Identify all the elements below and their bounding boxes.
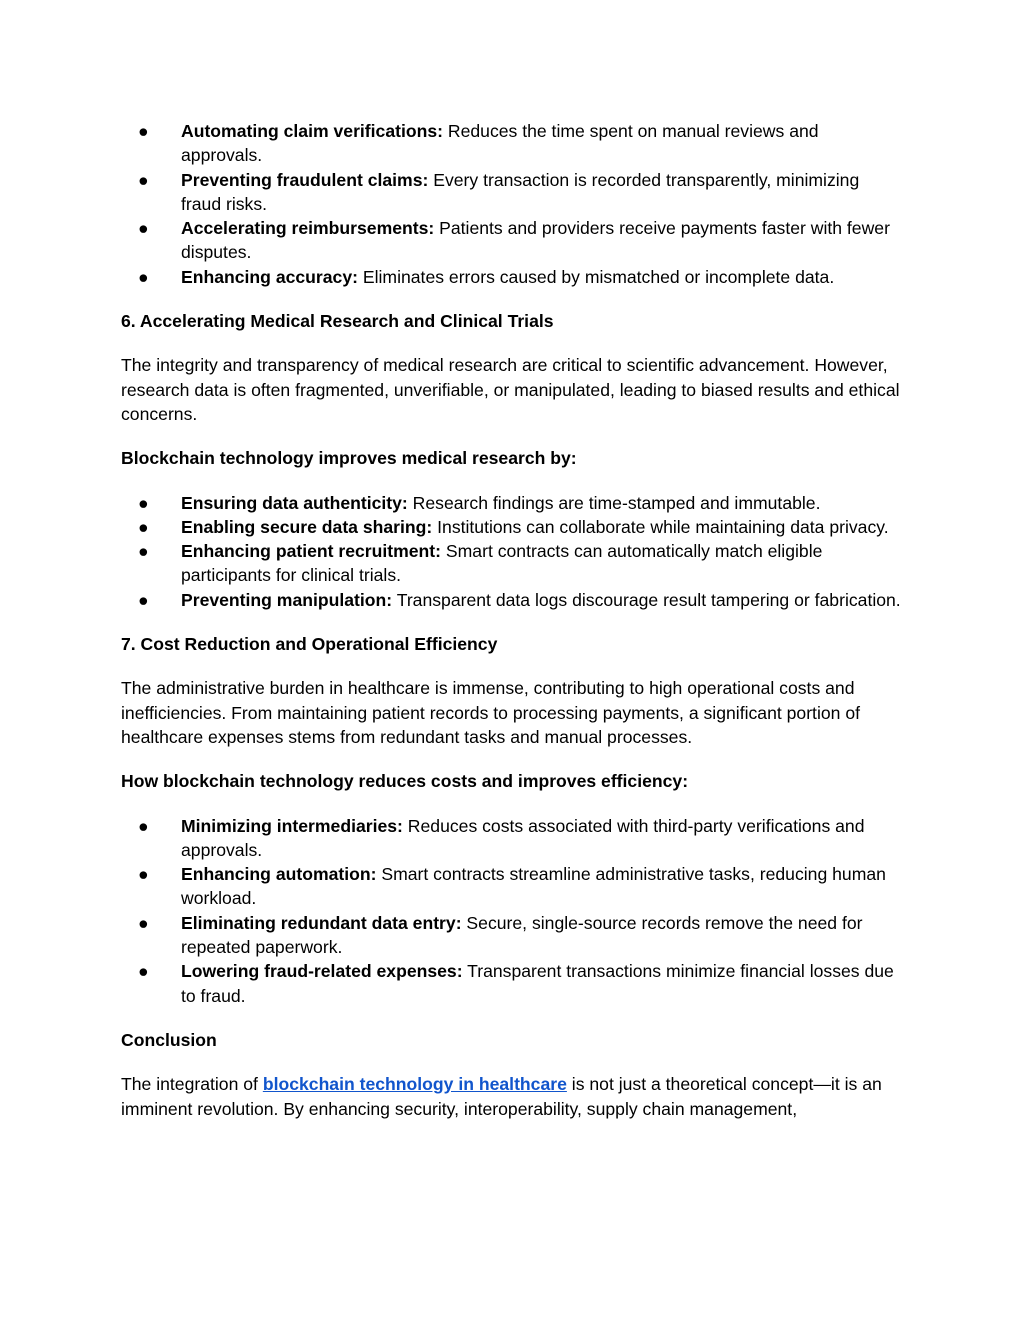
item-term: Automating claim verifications:: [181, 121, 443, 141]
bullet-icon: ●: [138, 516, 149, 537]
bullet-icon: ●: [138, 864, 149, 885]
list-item: [121, 814, 901, 863]
conclusion-text-after: is not just a theoretical concept—it is an imminent revolution. By enhancing security, interoperability, supply chain management,: [121, 1074, 882, 1119]
bullet-icon: ●: [138, 121, 149, 141]
conclusion-heading: Conclusion: [121, 1029, 217, 1050]
list-item: [121, 911, 901, 960]
item-text: Smart contracts can automatically match eligible participants for clinical trials.: [181, 541, 823, 586]
item-term: Accelerating reimbursements:: [181, 218, 435, 239]
list-item: [121, 959, 901, 1008]
list-item: [121, 588, 901, 612]
item-term: Enabling secure data sharing:: [181, 516, 433, 537]
item-text: Reduces costs associated with third-party verifications and approvals.: [181, 815, 865, 860]
conclusion-text-before: The integration of: [121, 1074, 263, 1095]
item-term: Enhancing patient recruitment:: [181, 541, 442, 562]
list-item: [121, 168, 901, 217]
conclusion-paragraph: [121, 1072, 901, 1121]
bullet-icon: ●: [138, 815, 149, 836]
efficiency-bullet-list: [121, 814, 901, 1008]
blockchain-healthcare-link[interactable]: blockchain technology in healthcare: [262, 1074, 567, 1095]
bullet-icon: ●: [138, 541, 149, 562]
list-item: [121, 491, 901, 515]
bullet-icon: ●: [138, 961, 149, 982]
bullet-icon: ●: [138, 266, 149, 287]
list-item: [121, 515, 901, 539]
item-text: Institutions can collaborate while maintaining data privacy.: [432, 516, 889, 537]
research-bullet-list: [121, 491, 901, 612]
item-text: Smart contracts streamline administrative tasks, reducing human workload.: [181, 864, 886, 909]
item-text: Eliminates errors caused by mismatched or incomplete data.: [357, 266, 835, 287]
item-term: Preventing fraudulent claims:: [181, 169, 429, 190]
list-item: [121, 539, 901, 588]
section-6-subheading: Blockchain technology improves medical research by:: [121, 448, 577, 469]
list-item: [121, 862, 901, 911]
item-text: Transparent transactions minimize financial losses due to fraud.: [181, 961, 894, 1006]
section-6-paragraph: The integrity and transparency of medical research are critical to scientific advancement. However, research data is often fragmented, unverifiable, or manipulated, leading to biased results and ethical concerns.: [121, 355, 900, 424]
section-7-paragraph: The administrative burden in healthcare is immense, contributing to high operational costs and inefficiencies. From maintaining patient records to processing payments, a significant portion of healthcare expenses stems from redundant tasks and manual processes.: [121, 678, 860, 747]
document-content: [121, 119, 901, 1121]
item-term: Enhancing automation:: [181, 864, 377, 885]
item-text: Patients and providers receive payments faster with fewer disputes.: [181, 218, 890, 263]
section-6-heading: 6. Accelerating Medical Research and Clinical Trials: [121, 311, 554, 332]
item-term: Lowering fraud-related expenses:: [181, 961, 463, 982]
item-term: Preventing manipulation:: [181, 589, 393, 610]
bullet-icon: ●: [138, 912, 149, 933]
claims-bullet-list: [121, 119, 901, 289]
list-item: [121, 265, 901, 289]
bullet-icon: ●: [138, 169, 149, 190]
item-term: Ensuring data authenticity:: [181, 492, 408, 513]
bullet-icon: ●: [138, 589, 149, 610]
item-text: Secure, single-source records remove the need for repeated paperwork.: [181, 912, 863, 958]
list-item: [121, 119, 901, 168]
item-text: Transparent data logs discourage result tampering or fabrication.: [392, 589, 901, 610]
bullet-icon: ●: [138, 218, 149, 239]
bullet-icon: ●: [138, 492, 149, 513]
item-term: Minimizing intermediaries:: [181, 815, 403, 836]
section-7-heading: 7. Cost Reduction and Operational Efficiency: [121, 634, 498, 655]
item-text: Reduces the time spent on manual reviews and approvals.: [181, 121, 819, 166]
item-term: Enhancing accuracy:: [181, 266, 358, 287]
item-term: Eliminating redundant data entry:: [181, 912, 462, 933]
list-item: [121, 216, 901, 265]
item-text: Research findings are time-stamped and immutable.: [407, 492, 821, 513]
section-7-subheading: How blockchain technology reduces costs and improves efficiency:: [121, 771, 689, 792]
item-text: Every transaction is recorded transparently, minimizing fraud risks.: [181, 169, 860, 214]
